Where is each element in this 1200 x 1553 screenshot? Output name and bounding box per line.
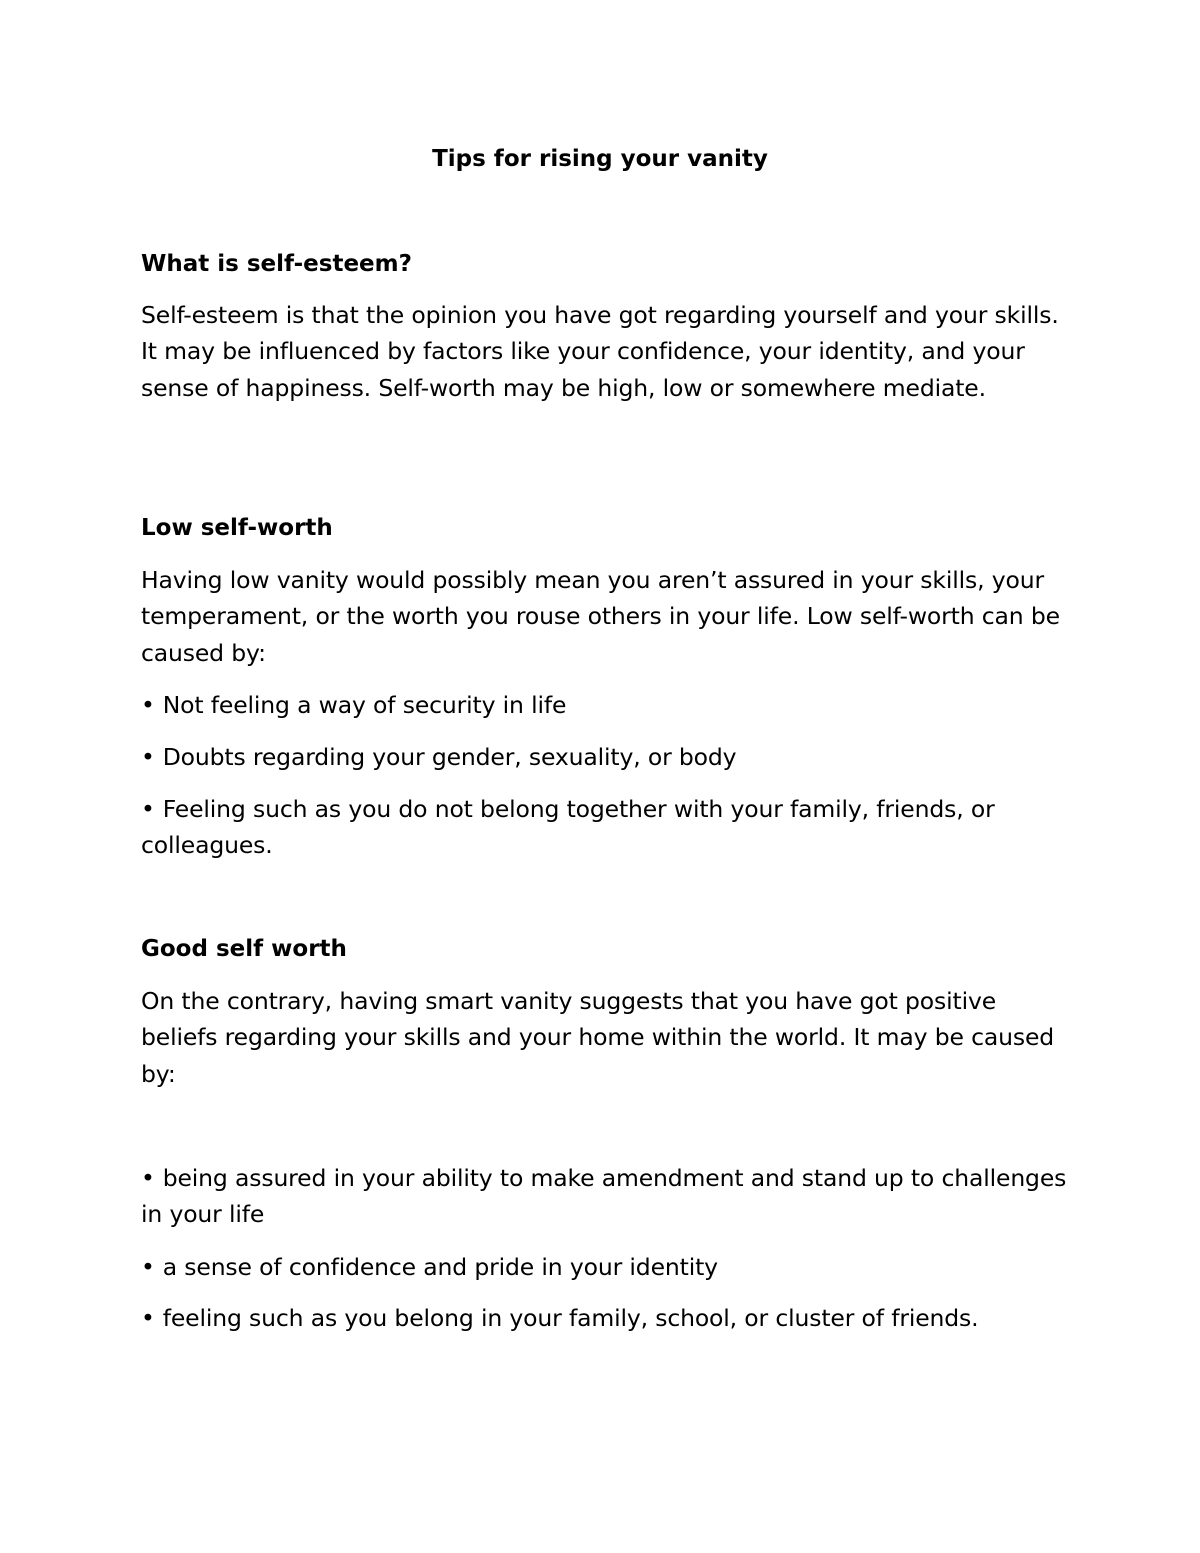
- list-item: [141, 1160, 1071, 1233]
- list-item: [141, 1300, 1071, 1336]
- bullet-icon: •: [141, 1304, 155, 1332]
- list-item-text: Not feeling a way of security in life: [162, 691, 567, 719]
- section-body-low-self-worth: Having low vanity would possibly mean you aren’t assured in your skills, your temperament, or the worth you rouse others in your life. Low self-worth can be caused by:: [141, 566, 1060, 667]
- section-body-self-esteem: Self-esteem is that the opinion you have got regarding yourself and your skills. It may be influenced by factors like your confidence, your identity, and your sense of happiness. Self-worth may be high, low or somewhere mediate.: [141, 301, 1059, 402]
- bullet-icon: •: [141, 691, 155, 719]
- list-item-text: being assured in your ability to make amendment and stand up to challenges in your life: [141, 1164, 1067, 1229]
- list-item: [141, 739, 1071, 775]
- section-heading-self-esteem: What is self-esteem?: [141, 251, 412, 277]
- section-heading-good-self-worth: Good self worth: [141, 936, 347, 962]
- section-body-good-self-worth: On the contrary, having smart vanity suggests that you have got positive beliefs regarding your skills and your home within the world. It may be caused by:: [141, 987, 1055, 1088]
- list-item-text: feeling such as you belong in your family, school, or cluster of friends.: [162, 1304, 979, 1332]
- bullet-icon: •: [141, 743, 155, 771]
- bullet-icon: •: [141, 1164, 155, 1192]
- list-item-text: a sense of confidence and pride in your identity: [162, 1253, 718, 1281]
- document-page: [141, 0, 1071, 1553]
- document-title: Tips for rising your vanity: [432, 146, 768, 172]
- list-item: [141, 687, 1071, 723]
- list-item-text: Feeling such as you do not belong together with your family, friends, or colleagues.: [141, 795, 995, 860]
- bullet-icon: •: [141, 1253, 155, 1281]
- list-item: [141, 1249, 1071, 1285]
- list-item-text: Doubts regarding your gender, sexuality, or body: [162, 743, 737, 771]
- bullet-icon: •: [141, 795, 155, 823]
- section-heading-low-self-worth: Low self-worth: [141, 515, 333, 541]
- list-item: [141, 791, 1071, 864]
